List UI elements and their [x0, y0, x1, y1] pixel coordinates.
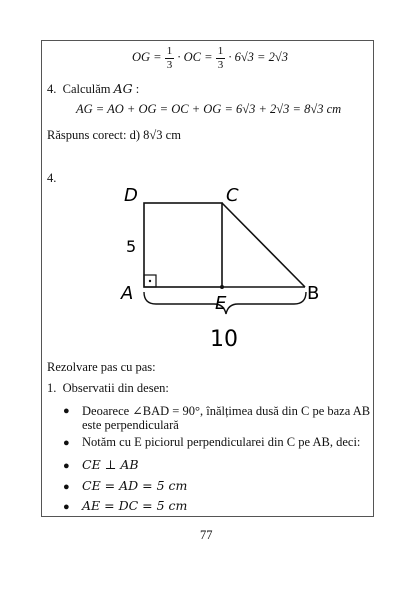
bullet-dot-3: ●: [63, 460, 70, 472]
solution-heading: Rezolvare pas cu pas:: [47, 360, 156, 374]
bullet-2: Notăm cu E piciorul perpendicularei din C pe AB, deci:: [82, 435, 361, 449]
ag-equation: AG = AO + OG = OC + OG = 6√3 + 2√3 = 8√3 cm: [76, 102, 342, 116]
step4-number: 4.: [47, 82, 57, 96]
observations-title: Observatii din desen:: [62, 381, 169, 395]
label-base-10: 10: [210, 327, 238, 352]
label-c: C: [226, 185, 239, 206]
bullet-dot-2: ●: [63, 437, 70, 449]
step4-colon: :: [135, 82, 140, 96]
bullet-5: AE = DC = 5 cm: [82, 498, 188, 513]
label-b: B: [307, 283, 320, 304]
bullet-1-line2: este perpendiculară: [82, 418, 179, 432]
label-e: E: [215, 293, 227, 314]
answer-text: Răspuns corect: d) 8√3 cm: [47, 128, 181, 142]
og-lhs: OG =: [132, 50, 162, 64]
fraction-one-third: $\frac{1}{3}$: [166, 44, 173, 71]
bullet-dot-1: ●: [63, 405, 70, 417]
og-rhs: · 6√3 = 2√3: [228, 50, 288, 64]
label-d: D: [124, 185, 138, 206]
bullet-dot-4: ●: [63, 481, 70, 493]
fraction-one-third-2: $\frac{1}{3}$: [217, 44, 224, 71]
step4-label: Calculăm: [62, 82, 111, 96]
square-ad: [144, 203, 222, 287]
bullet-dot-5: ●: [63, 501, 70, 513]
right-angle-dot: [149, 280, 151, 282]
bullet-1-line1: Deoarece ∠BAD = 90°, înălțimea dusă din C pe baza AB: [82, 404, 371, 418]
segment-cb: [222, 203, 305, 287]
observations-heading: [47, 381, 169, 396]
problem-number: 4.: [47, 171, 57, 185]
foot-point-e: [220, 285, 224, 289]
bullet-4: CE = AD = 5 cm: [82, 478, 188, 493]
og-middle: · OC =: [177, 50, 213, 64]
label-side-5: 5: [126, 237, 137, 256]
page-number: 77: [200, 528, 213, 542]
bullet-3: CE ⊥ AB: [82, 457, 139, 472]
observations-number: 1.: [47, 381, 57, 395]
step4-var: AG: [113, 81, 133, 96]
label-a: A: [121, 283, 134, 304]
